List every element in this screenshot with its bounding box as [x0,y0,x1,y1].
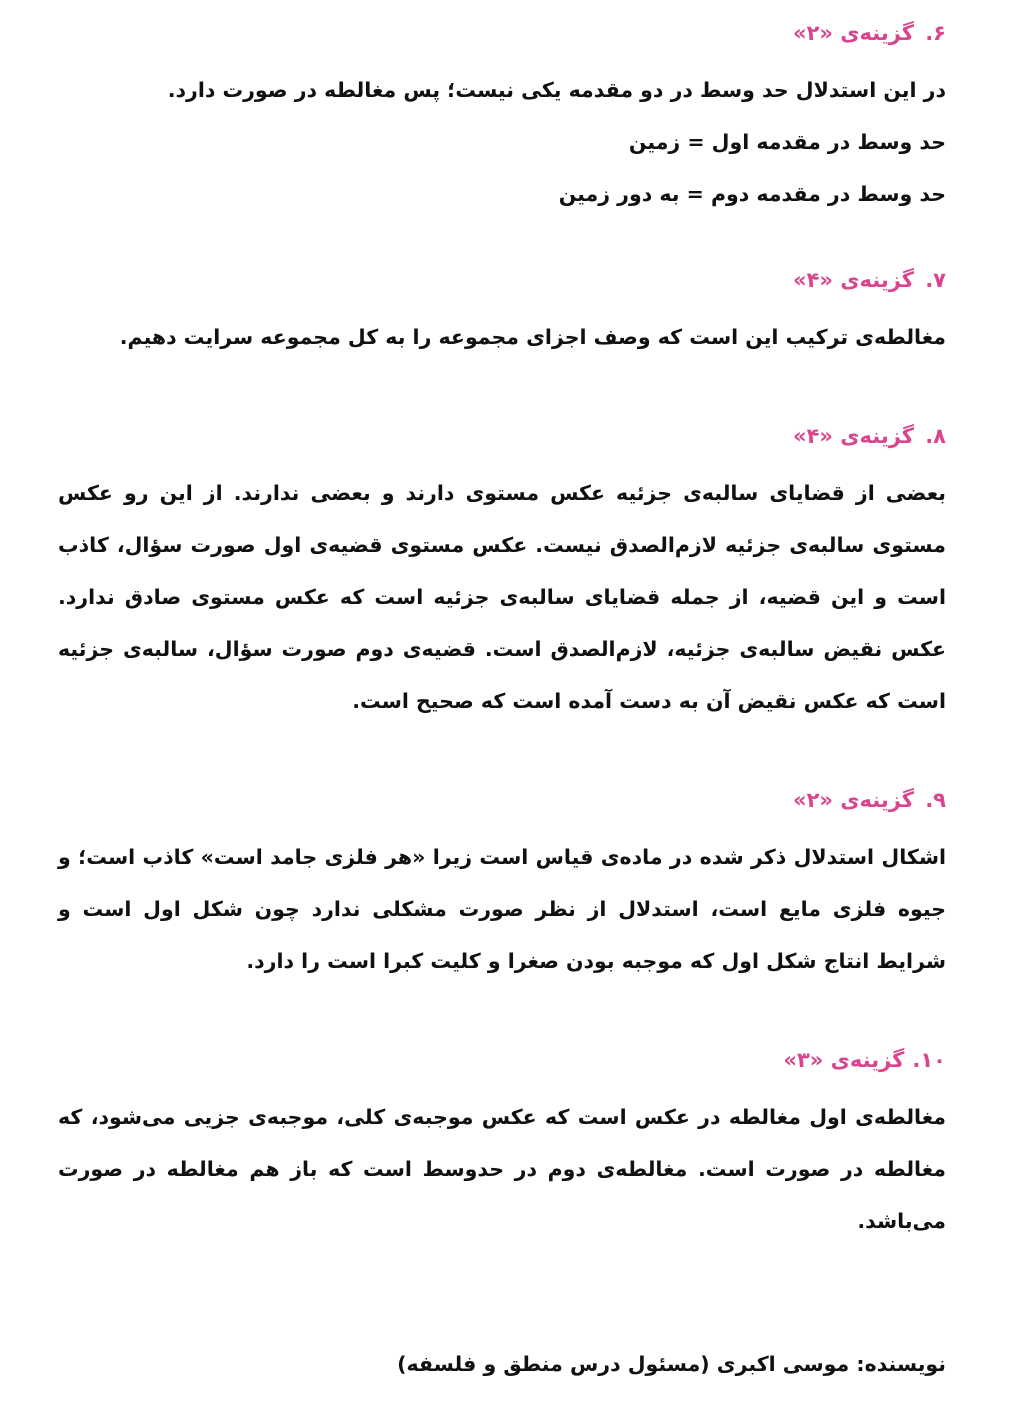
answer-option: گزینه‌ی «۲» [793,788,914,812]
answer-number: ۷. [925,268,946,292]
answer-number: ۱۰. [912,1048,946,1072]
answer-8 [58,421,946,727]
answer-heading [58,18,946,48]
answer-line: حد وسط در مقدمه دوم = به دور زمین [558,182,946,206]
answer-text: بعضی از قضایای سالبه‌ی جزئیه عکس مستوی دارند و بعضی ندارند. از این رو عکس مستوی سالبه‌ی جزئیه لازم‌الصدق نیست. عکس مستوی قضیه‌ی اول صورت سؤال، کاذب است و این قضیه، از جمله قضایای سالبه‌ی جزئیه است که عکس مستوی صادق ندارد. عکس نقیض سالبه‌ی جزئیه، لازم‌الصدق است. قضیه‌ی دوم صورت سؤال، سالبه‌ی جزئیه است که عکس نقیض آن به دست آمده است که صحیح است. [58,481,946,713]
answer-heading [58,785,946,815]
answer-number: ۶. [925,21,946,45]
answer-line: حد وسط در مقدمه اول = زمین [628,130,946,154]
answer-heading [58,265,946,295]
answer-7 [58,265,946,363]
answer-9 [58,785,946,987]
answer-option: گزینه‌ی «۴» [793,268,914,292]
answer-heading [58,1045,946,1075]
answer-10 [58,1045,946,1247]
answer-heading [58,421,946,451]
answer-option: گزینه‌ی «۴» [793,424,914,448]
answer-option: گزینه‌ی «۳» [783,1048,905,1072]
answer-text: مغالطه‌ی اول مغالطه در عکس است که عکس موجبه‌ی کلی، موجبه‌ی جزیی می‌شود، که مغالطه در صورت است. مغالطه‌ی دوم در حدوسط است که باز هم مغالطه در صورت می‌باشد. [58,1105,946,1233]
answer-line: در این استدلال حد وسط در دو مقدمه یکی نیست؛ پس مغالطه در صورت دارد. [167,78,946,102]
answer-6 [58,18,946,220]
answer-number: ۹. [925,788,946,812]
answer-number: ۸. [925,424,946,448]
author-credit: نویسنده: موسی اکبری (مسئول درس منطق و فلسفه) [397,1352,946,1376]
answer-text: اشکال استدلال ذکر شده در ماده‌ی قیاس است زیرا «هر فلزی جامد است» کاذب است؛ و جیوه فلزی مایع است، استدلال از نظر صورت مشکلی ندارد چون شکل اول است و شرایط انتاج شکل اول که موجبه بودن صغرا و کلیت کبرا است را دارد. [58,845,946,973]
answer-text: مغالطه‌ی ترکیب این است که وصف اجزای مجموعه را به کل مجموعه سرایت دهیم. [119,325,946,349]
answer-option: گزینه‌ی «۲» [793,21,914,45]
